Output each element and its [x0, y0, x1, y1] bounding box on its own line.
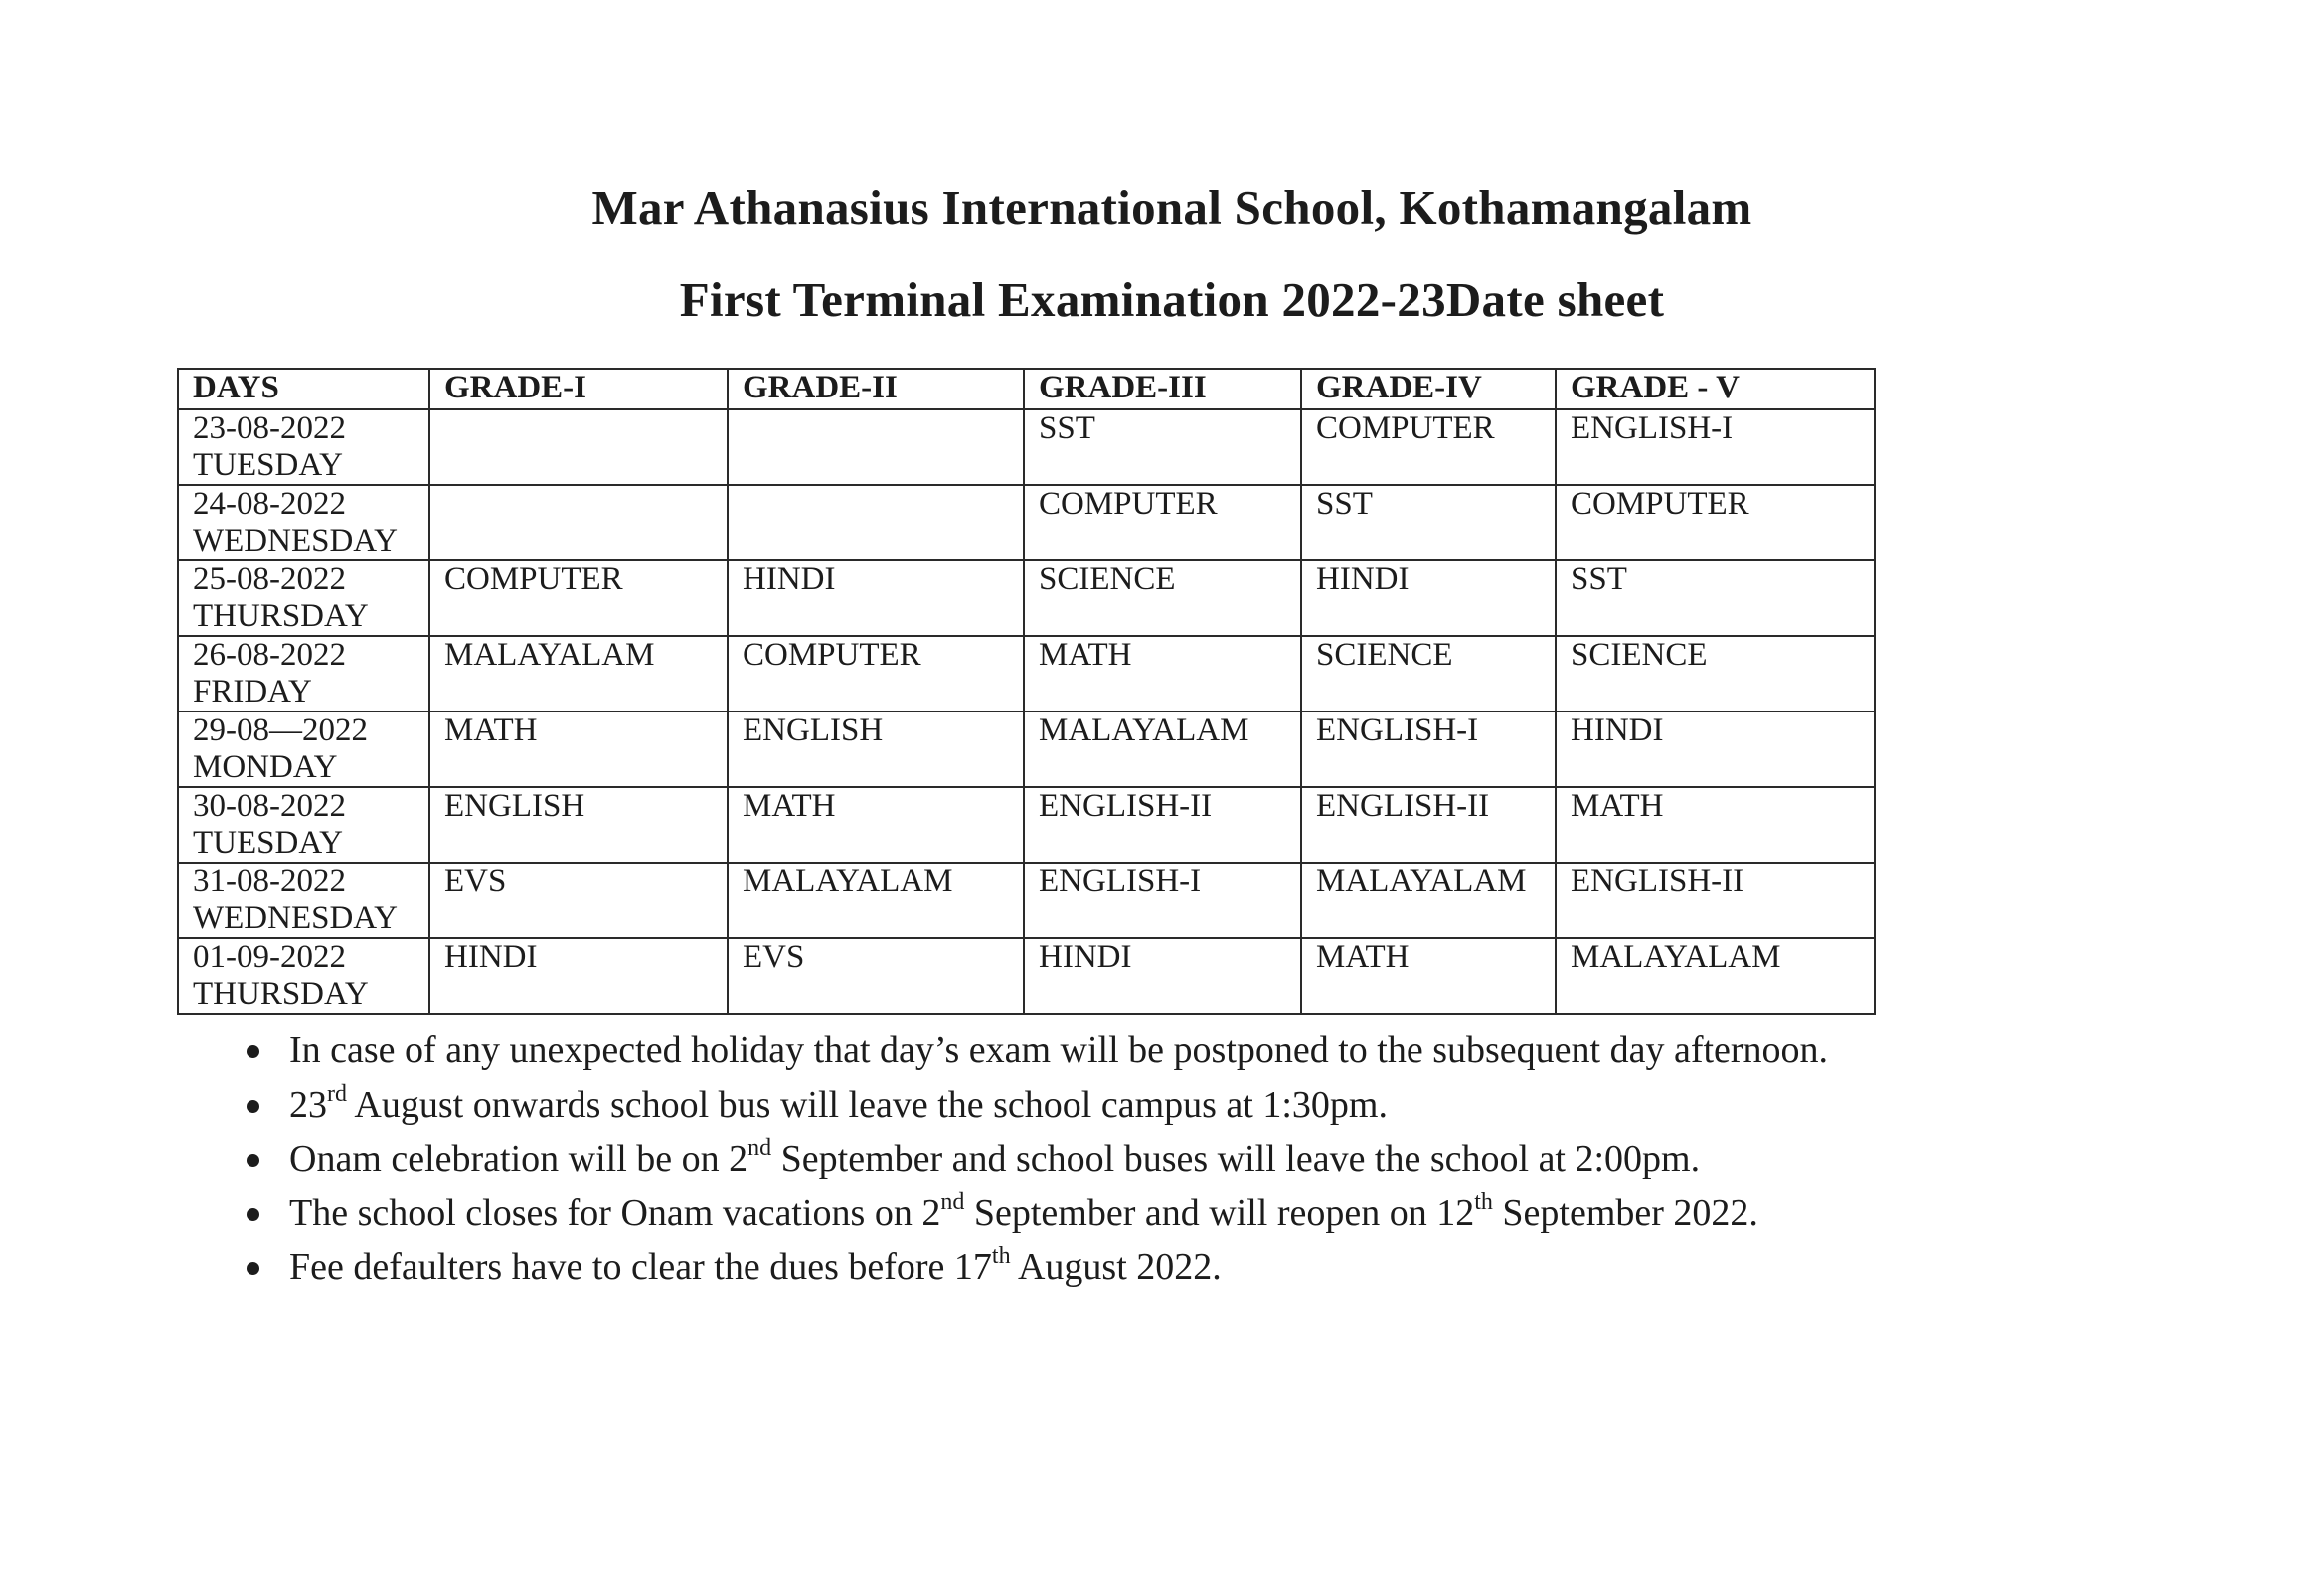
table-row [178, 409, 1875, 485]
list-item [237, 1078, 1828, 1133]
day-cell [178, 938, 429, 1014]
exam-date: 29-08—2022 [193, 712, 368, 748]
table-header-row [178, 369, 1875, 409]
day-cell [178, 485, 429, 560]
exam-weekday: THURSDAY [193, 598, 369, 634]
subject-cell: MATH [1301, 938, 1556, 1014]
subject-cell [728, 485, 1024, 560]
day-cell [178, 409, 429, 485]
column-header-days: DAYS [178, 369, 429, 409]
day-cell [178, 636, 429, 711]
subject-cell [429, 485, 728, 560]
exam-date: 30-08-2022 [193, 788, 346, 824]
subject-cell: EVS [429, 863, 728, 938]
exam-weekday: TUESDAY [193, 447, 343, 483]
note-text: September 2022. [1492, 1191, 1758, 1234]
note-text: In case of any unexpected holiday that day’s exam will be postponed to the subsequent day afternoon. [289, 1029, 1829, 1071]
subject-cell: MATH [728, 787, 1024, 863]
list-item [237, 1240, 1828, 1295]
subject-cell: ENGLISH [429, 787, 728, 863]
column-header-grade-3: GRADE-III [1024, 369, 1301, 409]
subject-cell: MALAYALAM [1301, 863, 1556, 938]
note-text: Onam celebration will be on 2 [289, 1138, 748, 1180]
day-cell [178, 560, 429, 636]
exam-date: 31-08-2022 [193, 864, 346, 899]
subject-cell: EVS [728, 938, 1024, 1014]
ordinal-suffix: th [1474, 1188, 1493, 1215]
bullet-icon [247, 1045, 259, 1058]
note-text: Fee defaulters have to clear the dues before 17 [289, 1246, 992, 1288]
column-header-grade-2: GRADE-II [728, 369, 1024, 409]
subject-cell: ENGLISH-I [1301, 711, 1556, 787]
bullet-icon [247, 1208, 259, 1221]
subject-cell: ENGLISH-II [1301, 787, 1556, 863]
school-name: Mar Athanasius International School, Kothamangalam [591, 180, 1752, 235]
subject-cell: HINDI [1024, 938, 1301, 1014]
subject-cell: COMPUTER [1024, 485, 1301, 560]
subject-cell: MALAYALAM [728, 863, 1024, 938]
subject-cell: MATH [429, 711, 728, 787]
subject-cell: ENGLISH [728, 711, 1024, 787]
subject-cell [728, 409, 1024, 485]
note-text: August 2022. [1010, 1246, 1222, 1288]
exam-date: 23-08-2022 [193, 410, 346, 446]
notes-list [237, 1024, 1828, 1295]
list-item [237, 1132, 1828, 1186]
table-row [178, 711, 1875, 787]
table-row [178, 485, 1875, 560]
exam-title: First Terminal Examination 2022-23Date sheet [679, 272, 1665, 327]
note-text: The school closes for Onam vacations on 2 [289, 1191, 941, 1234]
subject-cell: SST [1556, 560, 1875, 636]
table-row [178, 863, 1875, 938]
subject-cell: MATH [1556, 787, 1875, 863]
subject-cell: MALAYALAM [1024, 711, 1301, 787]
day-cell [178, 711, 429, 787]
subject-cell: ENGLISH-I [1024, 863, 1301, 938]
ordinal-suffix: nd [940, 1188, 965, 1215]
subject-cell: HINDI [728, 560, 1024, 636]
subject-cell: COMPUTER [429, 560, 728, 636]
subject-cell: MALAYALAM [429, 636, 728, 711]
subject-cell: COMPUTER [1556, 485, 1875, 560]
exam-weekday: FRIDAY [193, 674, 312, 710]
list-item [237, 1024, 1828, 1078]
column-header-grade-4: GRADE-IV [1301, 369, 1556, 409]
subject-cell: SCIENCE [1556, 636, 1875, 711]
subject-cell: ENGLISH-II [1556, 863, 1875, 938]
ordinal-suffix: rd [327, 1080, 347, 1107]
subject-cell: SCIENCE [1301, 636, 1556, 711]
exam-date: 26-08-2022 [193, 637, 346, 673]
subject-cell: HINDI [429, 938, 728, 1014]
note-text: 23 [289, 1083, 327, 1126]
subject-cell: COMPUTER [1301, 409, 1556, 485]
exam-weekday: MONDAY [193, 749, 338, 785]
note-text: September and will reopen on 12 [964, 1191, 1475, 1234]
exam-weekday: TUESDAY [193, 825, 343, 861]
subject-cell: HINDI [1301, 560, 1556, 636]
day-cell [178, 787, 429, 863]
subject-cell: ENGLISH-I [1556, 409, 1875, 485]
note-text: August onwards school bus will leave the school campus at 1:30pm. [347, 1083, 1388, 1126]
exam-weekday: THURSDAY [193, 976, 369, 1012]
subject-cell: SST [1024, 409, 1301, 485]
list-item [237, 1186, 1828, 1241]
day-cell [178, 863, 429, 938]
subject-cell: ENGLISH-II [1024, 787, 1301, 863]
subject-cell: COMPUTER [728, 636, 1024, 711]
ordinal-suffix: th [991, 1243, 1011, 1269]
table-row [178, 787, 1875, 863]
subject-cell: SST [1301, 485, 1556, 560]
date-sheet-table [177, 368, 1876, 1015]
exam-weekday: WEDNESDAY [193, 900, 398, 936]
table-row [178, 938, 1875, 1014]
column-header-grade-1: GRADE-I [429, 369, 728, 409]
table-row [178, 636, 1875, 711]
exam-weekday: WEDNESDAY [193, 523, 398, 558]
subject-cell: HINDI [1556, 711, 1875, 787]
exam-date: 01-09-2022 [193, 939, 346, 975]
subject-cell [429, 409, 728, 485]
ordinal-suffix: nd [747, 1135, 772, 1161]
bullet-icon [247, 1100, 259, 1113]
subject-cell: MALAYALAM [1556, 938, 1875, 1014]
column-header-grade-5: GRADE - V [1556, 369, 1875, 409]
subject-cell: MATH [1024, 636, 1301, 711]
subject-cell: SCIENCE [1024, 560, 1301, 636]
bullet-icon [247, 1262, 259, 1275]
exam-date: 25-08-2022 [193, 561, 346, 597]
table-row [178, 560, 1875, 636]
note-text: September and school buses will leave the school at 2:00pm. [771, 1138, 1701, 1180]
bullet-icon [247, 1154, 259, 1167]
exam-date: 24-08-2022 [193, 486, 346, 522]
